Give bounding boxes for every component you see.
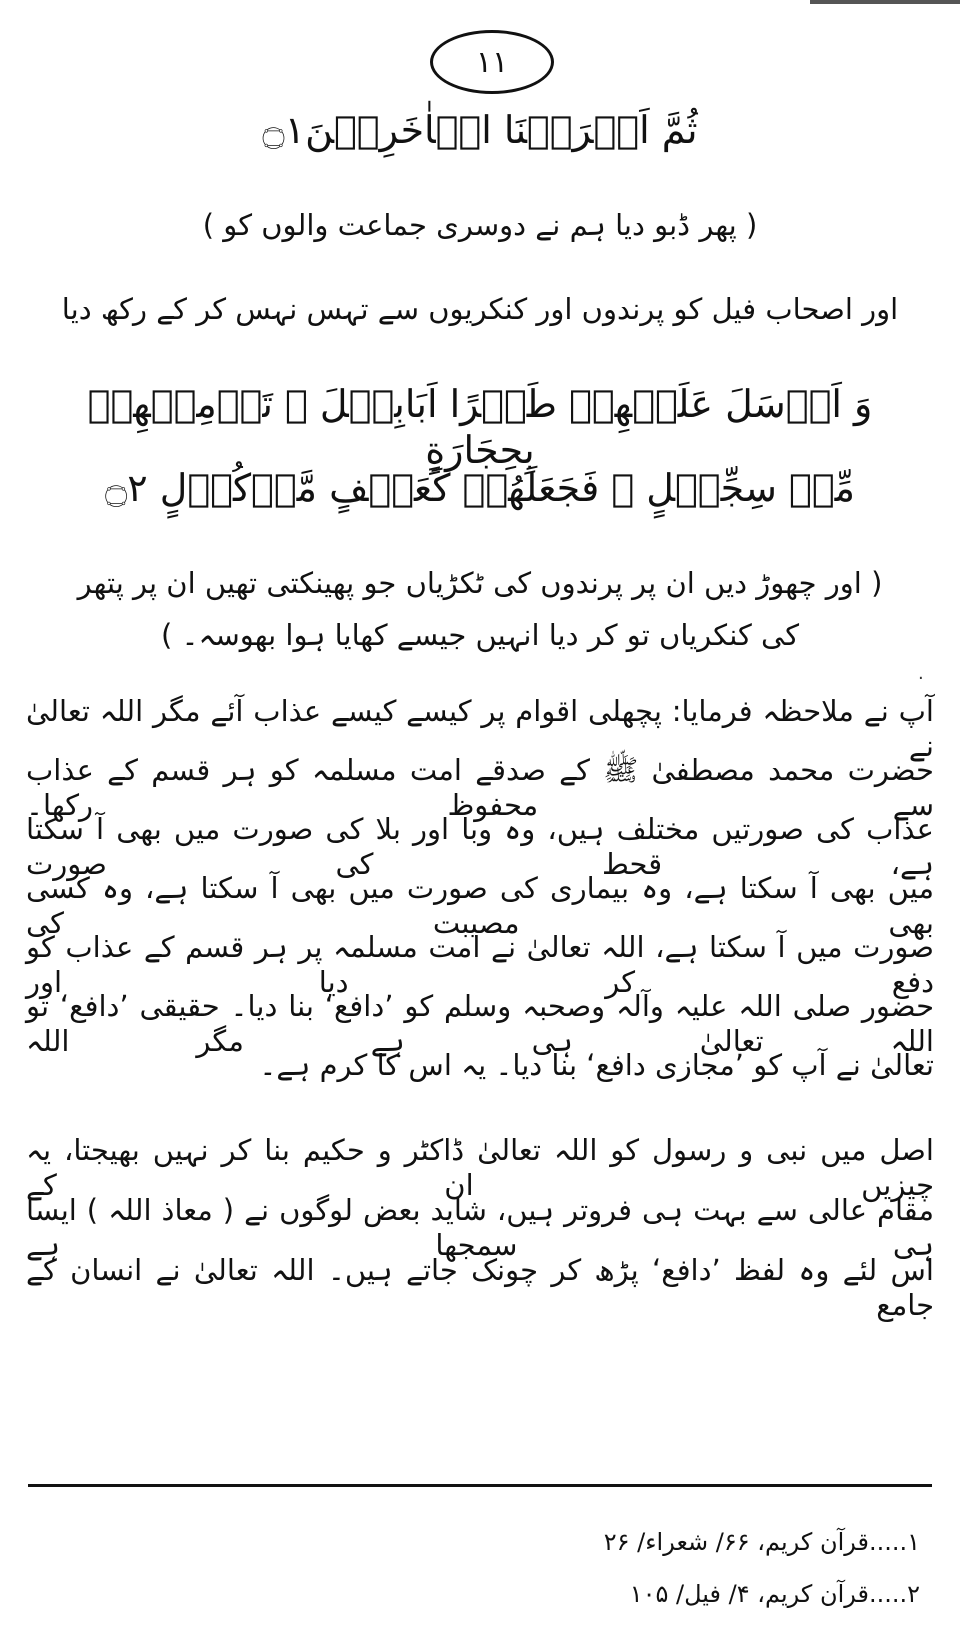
paragraph-1-line-5: صورت میں آ سکتا ہے، اللہ تعالیٰ نے امت مسلمہ پر ہر قسم کے عذاب کو دفع کر دیا اور (26, 930, 934, 999)
paragraph-1-line-3: عذاب کی صورتیں مختلف ہیں، وہ وبا اور بلا کی صورت میں بھی آ سکتا ہے، قحط کی صورت (26, 812, 934, 881)
paragraph-1-line-1: آپ نے ملاحظہ فرمایا: پچھلی اقوام پر کیسے کیسے عذاب آئے مگر اللہ تعالیٰ نے (26, 694, 934, 763)
margin-mark: · (918, 668, 924, 689)
paragraph-1-line-2: حضرت محمد مصطفیٰ ﷺ کے صدقے امت مسلمہ کو ہر قسم کے عذاب سے محفوظ رکھا۔ (26, 753, 934, 822)
page-number-oval (430, 30, 554, 94)
paragraph-2-line-1: اصل میں نبی و رسول کو اللہ تعالیٰ ڈاکٹر و حکیم بنا کر نہیں بھیجتا، یہ چیزیں ان کے (26, 1133, 934, 1202)
verse-1-translation: ( پھر ڈبو دیا ہم نے دوسری جماعت والوں کو ) (202, 208, 758, 242)
quran-verse-2-line-2: مِّنۡ سِجِّیۡلٍ ۙ فَجَعَلَهُمۡ کَعَصۡفٍ مَّاۡکُوۡلٍ ۝۲ (104, 466, 856, 510)
narration-line: اور اصحاب فیل کو پرندوں اور کنکریوں سے تہس نہس کر کے رکھ دیا (61, 292, 899, 326)
paragraph-1-line-4: میں بھی آ سکتا ہے، وہ بیماری کی صورت میں بھی آ سکتا ہے، وہ کسی بھی مصیبت کی (26, 871, 934, 940)
paragraph-1-line-6: حضور صلی اللہ علیہ وآلہ وصحبہ وسلم کو ’دافع‘ بنا دیا۔ حقیقی ’دافع‘ تو اللہ تعالیٰ ہی ہے مگر اللہ (26, 989, 934, 1058)
footnote-1: ۱.....قرآن کریم، ۶۶/ شعراء/ ۲۶ (603, 1528, 920, 1556)
footnote-divider (28, 1484, 932, 1487)
page-number: ۱۱ (475, 44, 509, 80)
verse-2-translation-line-2: کی کنکریاں تو کر دیا انہیں جیسے کھایا ہوا بھوسہ۔ ) (160, 618, 800, 652)
footnote-2: ۲.....قرآن کریم، ۴/ فیل/ ۱۰۵ (629, 1580, 920, 1608)
paragraph-2-line-3: اس لئے وہ لفظ ’دافع‘ پڑھ کر چونک جاتے ہیں۔ اللہ تعالیٰ نے انسان کے جامع (26, 1253, 934, 1322)
paragraph-2-line-2: مقام عالی سے بہت ہی فروتر ہیں، شاید بعض لوگوں نے ( معاذ اللہ ) ایسا ہی سمجھا ہے (26, 1193, 934, 1262)
top-edge-rule (810, 0, 960, 4)
verse-2-translation-line-1: ( اور چھوڑ دیں ان پر پرندوں کی ٹکڑیاں جو پھینکتی تھیں ان پر پتھر (77, 566, 883, 600)
paragraph-1-line-7: تعالیٰ نے آپ کو ’مجازی دافع‘ بنا دیا۔ یہ اس کا کرم ہے۔ (259, 1048, 934, 1082)
quran-verse-1: ثُمَّ اَغۡرَقۡنَا الۡاٰخَرِیۡنَ۝۱ (262, 108, 698, 152)
quran-verse-2-line-1: وَ اَرۡسَلَ عَلَیۡهِمۡ طَیۡرًا اَبَابِیۡلَ ۙ تَرۡمِیۡهِمۡ بِحِجَارَةٍ (87, 382, 873, 472)
